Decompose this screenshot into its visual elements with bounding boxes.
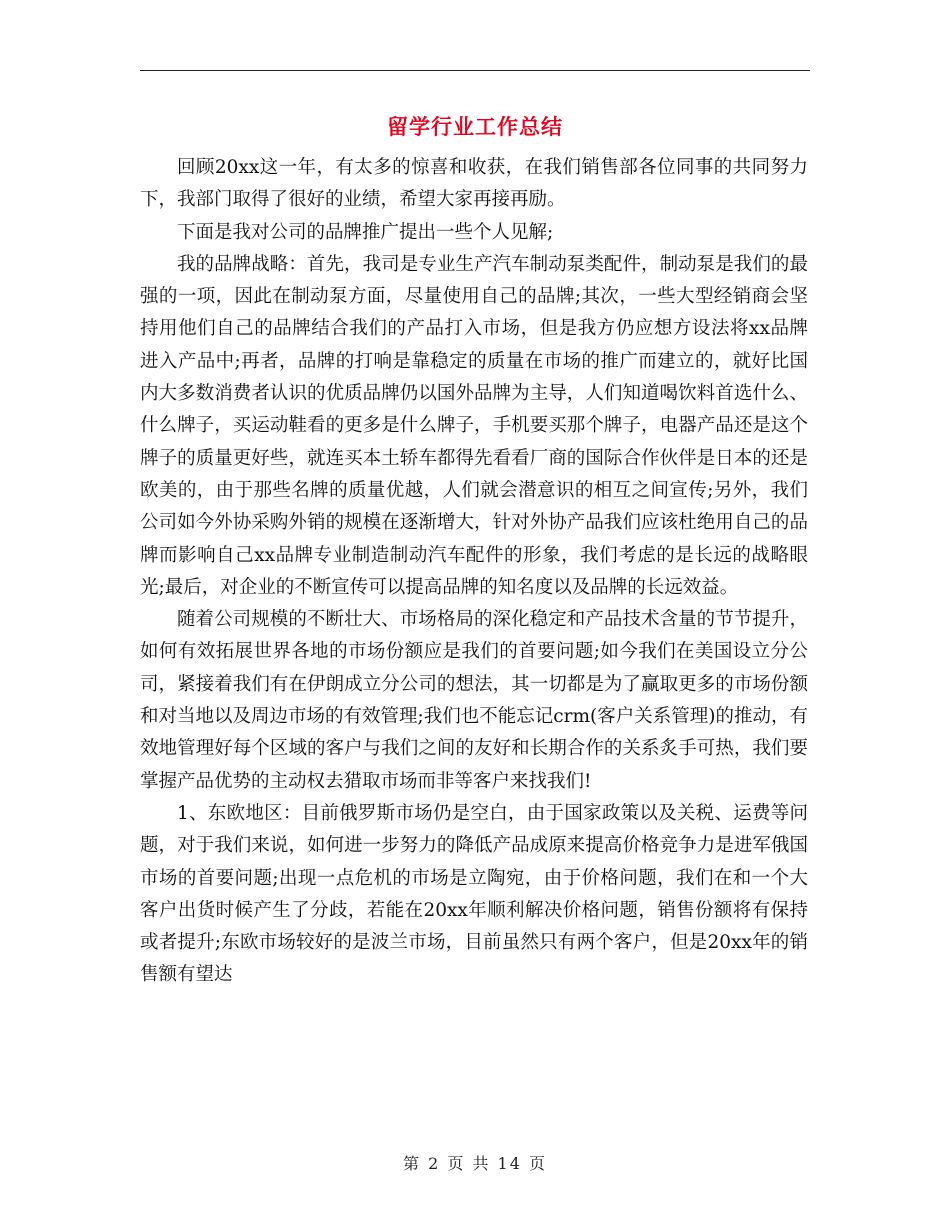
paragraph-market-expansion: 随着公司规模的不断壮大、市场格局的深化稳定和产品技术含量的节节提升，如何有效拓展世界各地的市场份额应是我们的首要问题;如今我们在美国设立分公司，紧接着我们有在伊朗成立分公司的想法，其一切都是为了赢取更多的市场份额和对当地以及周边市场的有效管理;我们也不能忘记crm(客户关系管理)的推动，有效地管理好每个区域的客户与我们之间的友好和长期合作的关系炙手可热，我们要掌握产品优势的主动权去猎取市场而非等客户来找我们! xyxy=(140,609,808,792)
header-rule xyxy=(140,70,810,71)
page-number-footer: 第 2 页 共 14 页 xyxy=(403,1154,547,1173)
document-body xyxy=(140,152,808,992)
paragraph-brand-strategy: 我的品牌战略：首先，我司是专业生产汽车制动泵类配件，制动泵是我们的最强的一项，因此在制动泵方面，尽量使用自己的品牌;其次，一些大型经销商会坚持用他们自己的品牌结合我们的产品打入市场，但是我方仍应想方设法将xx品牌进入产品中;再者，品牌的打响是靠稳定的质量在市场的推广而建立的，就好比国内大多数消费者认识的优质品牌仍以国外品牌为主导，人们知道喝饮料首选什么、什么牌子，买运动鞋看的更多是什么牌子，手机要买那个牌子，电器产品还是这个牌子的质量更好些，就连买本土轿车都得先看看厂商的国际合作伙伴是日本的还是欧美的，由于那些名牌的质量优越，人们就会潜意识的相互之间宣传;另外，我们公司如今外协采购外销的规模在逐渐增大，针对外协产品我们应该杜绝用自己的品牌而影响自己xx品牌专业制造制动汽车配件的形象，我们考虑的是长远的战略眼光;最后，对企业的不断宣传可以提高品牌的知名度以及品牌的长远效益。 xyxy=(140,253,808,598)
document-title: 留学行业工作总结 xyxy=(387,114,563,139)
paragraph-brand-intro: 下面是我对公司的品牌推广提出一些个人见解; xyxy=(177,221,554,243)
paragraph-eastern-europe: 1、东欧地区：目前俄罗斯市场仍是空白，由于国家政策以及关税、运费等问题，对于我们来说，如何进一步努力的降低产品成原来提高价格竞争力是进军俄国市场的首要问题;出现一点危机的市场是立陶宛，由于价格问题，我们在和一个大客户出货时候产生了分歧，若能在20xx年顺利解决价格问题，销售份额将有保持或者提升;东欧市场较好的是波兰市场，目前虽然只有两个客户，但是20xx年的销售额有望达 xyxy=(140,802,808,986)
paragraph-intro: 回顾20xx这一年，有太多的惊喜和收获，在我们销售部各位同事的共同努力下，我部门取得了很好的业绩，希望大家再接再励。 xyxy=(140,157,808,211)
